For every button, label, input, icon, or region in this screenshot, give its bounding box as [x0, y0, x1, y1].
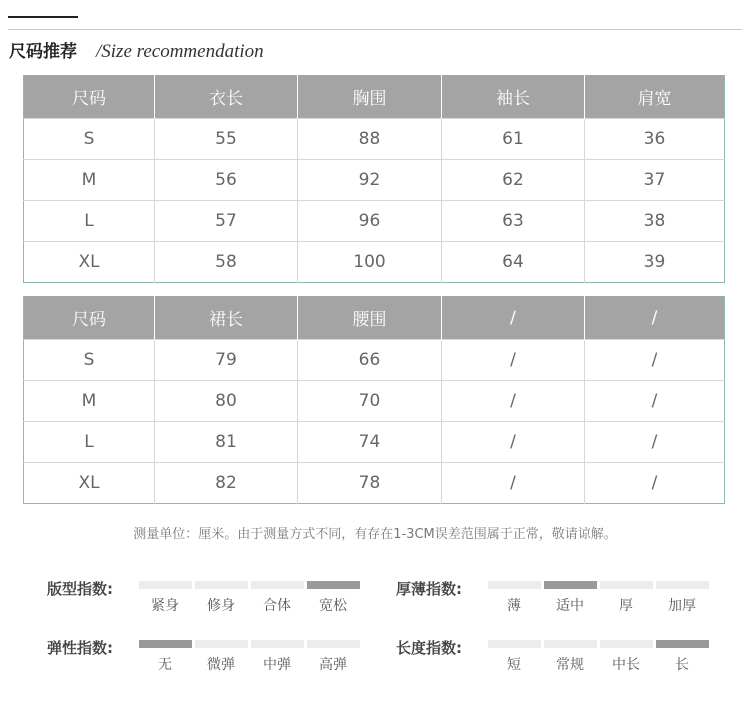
table-cell: 37 — [585, 160, 725, 201]
index-option-label: 长 — [675, 657, 689, 673]
header-cell: 裙长 — [155, 296, 298, 340]
header-cell: / — [442, 296, 585, 340]
index-bar — [307, 640, 360, 648]
index-option — [305, 581, 361, 615]
table-cell: 100 — [298, 242, 442, 283]
index-option-label: 宽松 — [319, 598, 347, 614]
table-cell: L — [24, 422, 155, 463]
header-cell: 肩宽 — [585, 75, 725, 119]
header-cell: / — [585, 296, 725, 340]
index-bar — [139, 581, 192, 589]
table-row — [24, 463, 725, 504]
table-cell: M — [24, 381, 155, 422]
table-cell: 55 — [155, 119, 298, 160]
table-row — [24, 422, 725, 463]
measurement-note: 测量单位：厘米。由于测量方式不同，有存在1-3CM误差范围属于正常，敬请谅解。 — [133, 527, 617, 542]
fit-index — [47, 578, 361, 615]
index-option-label: 中弹 — [263, 657, 291, 673]
index-option — [654, 640, 710, 674]
table-cell: 80 — [155, 381, 298, 422]
fit-index-label: 版型指数: — [47, 580, 113, 598]
table-cell: / — [442, 340, 585, 381]
index-option-label: 中长 — [612, 657, 640, 673]
table-cell: 62 — [442, 160, 585, 201]
table-header-row — [24, 75, 725, 119]
index-option — [654, 581, 710, 615]
header-cell: 袖长 — [442, 75, 585, 119]
index-option — [137, 640, 193, 674]
table-row — [24, 160, 725, 201]
table-cell: / — [585, 340, 725, 381]
thickness-index — [396, 578, 710, 615]
length-index-label: 长度指数: — [396, 639, 462, 657]
table-cell: 64 — [442, 242, 585, 283]
table-row — [24, 381, 725, 422]
index-option-label: 高弹 — [319, 657, 347, 673]
heading-rule-thin — [8, 29, 742, 30]
table-header-row — [24, 296, 725, 340]
index-option — [486, 640, 542, 674]
index-bar — [488, 640, 541, 648]
table-row — [24, 119, 725, 160]
index-option — [542, 581, 598, 615]
table-cell: / — [442, 422, 585, 463]
index-bar — [307, 581, 360, 589]
index-bar — [195, 581, 248, 589]
index-option-label: 薄 — [507, 598, 521, 614]
table-cell: / — [585, 381, 725, 422]
table-cell: 36 — [585, 119, 725, 160]
table-cell: 82 — [155, 463, 298, 504]
index-bar — [656, 640, 709, 648]
thickness-index-label: 厚薄指数: — [396, 580, 462, 598]
index-option-label: 短 — [507, 657, 521, 673]
index-option-label: 紧身 — [151, 598, 179, 614]
index-option — [542, 640, 598, 674]
table-cell: 61 — [442, 119, 585, 160]
table-cell: L — [24, 201, 155, 242]
elasticity-index-scale — [137, 640, 361, 674]
table-cell: 38 — [585, 201, 725, 242]
fit-index-scale — [137, 581, 361, 615]
index-option — [137, 581, 193, 615]
table-cell: 96 — [298, 201, 442, 242]
index-bar — [600, 640, 653, 648]
table-cell: 39 — [585, 242, 725, 283]
index-bar — [251, 640, 304, 648]
table-cell: 56 — [155, 160, 298, 201]
header-cell: 胸围 — [298, 75, 442, 119]
table-cell: 88 — [298, 119, 442, 160]
table-cell: 63 — [442, 201, 585, 242]
table-cell: 74 — [298, 422, 442, 463]
index-bar — [656, 581, 709, 589]
index-option-label: 适中 — [556, 598, 584, 614]
index-bar — [600, 581, 653, 589]
table-cell: 57 — [155, 201, 298, 242]
header-cell: 尺码 — [24, 296, 155, 340]
index-option-label: 常规 — [556, 657, 584, 673]
index-option — [486, 581, 542, 615]
header-cell: 腰围 — [298, 296, 442, 340]
index-bar — [251, 581, 304, 589]
index-option-label: 微弹 — [207, 657, 235, 673]
top-size-table — [23, 75, 725, 283]
table-row — [24, 201, 725, 242]
table-cell: / — [585, 422, 725, 463]
table-cell: XL — [24, 463, 155, 504]
table-cell: S — [24, 340, 155, 381]
index-option-label: 无 — [158, 657, 172, 673]
table-cell: 70 — [298, 381, 442, 422]
header-cell: 衣长 — [155, 75, 298, 119]
table-cell: / — [442, 381, 585, 422]
index-option — [249, 581, 305, 615]
length-index — [396, 637, 710, 674]
table-cell: M — [24, 160, 155, 201]
table-cell: XL — [24, 242, 155, 283]
index-option — [193, 581, 249, 615]
index-option-label: 合体 — [263, 598, 291, 614]
index-bar — [139, 640, 192, 648]
index-bar — [488, 581, 541, 589]
index-option-label: 厚 — [619, 598, 633, 614]
index-bar — [544, 640, 597, 648]
length-index-scale — [486, 640, 710, 674]
index-option — [193, 640, 249, 674]
table-cell: 58 — [155, 242, 298, 283]
page-title-zh: 尺码推荐 — [9, 42, 77, 62]
table-cell: 81 — [155, 422, 298, 463]
index-option — [305, 640, 361, 674]
table-cell: 92 — [298, 160, 442, 201]
header-cell: 尺码 — [24, 75, 155, 119]
table-cell: / — [442, 463, 585, 504]
index-bar — [195, 640, 248, 648]
table-cell: 66 — [298, 340, 442, 381]
table-row — [24, 340, 725, 381]
page-title-en: /Size recommendation — [96, 41, 264, 62]
thickness-index-scale — [486, 581, 710, 615]
index-option-label: 修身 — [207, 598, 235, 614]
index-option — [598, 581, 654, 615]
index-option-label: 加厚 — [668, 598, 696, 614]
page-title — [9, 37, 264, 61]
table-cell: / — [585, 463, 725, 504]
table-row — [24, 242, 725, 283]
elasticity-index — [47, 637, 361, 674]
table-cell: 79 — [155, 340, 298, 381]
bottom-size-table — [23, 296, 725, 504]
index-option — [249, 640, 305, 674]
table-cell: 78 — [298, 463, 442, 504]
index-option — [598, 640, 654, 674]
heading-rule-thick — [8, 16, 78, 18]
elasticity-index-label: 弹性指数: — [47, 639, 113, 657]
table-cell: S — [24, 119, 155, 160]
index-bar — [544, 581, 597, 589]
